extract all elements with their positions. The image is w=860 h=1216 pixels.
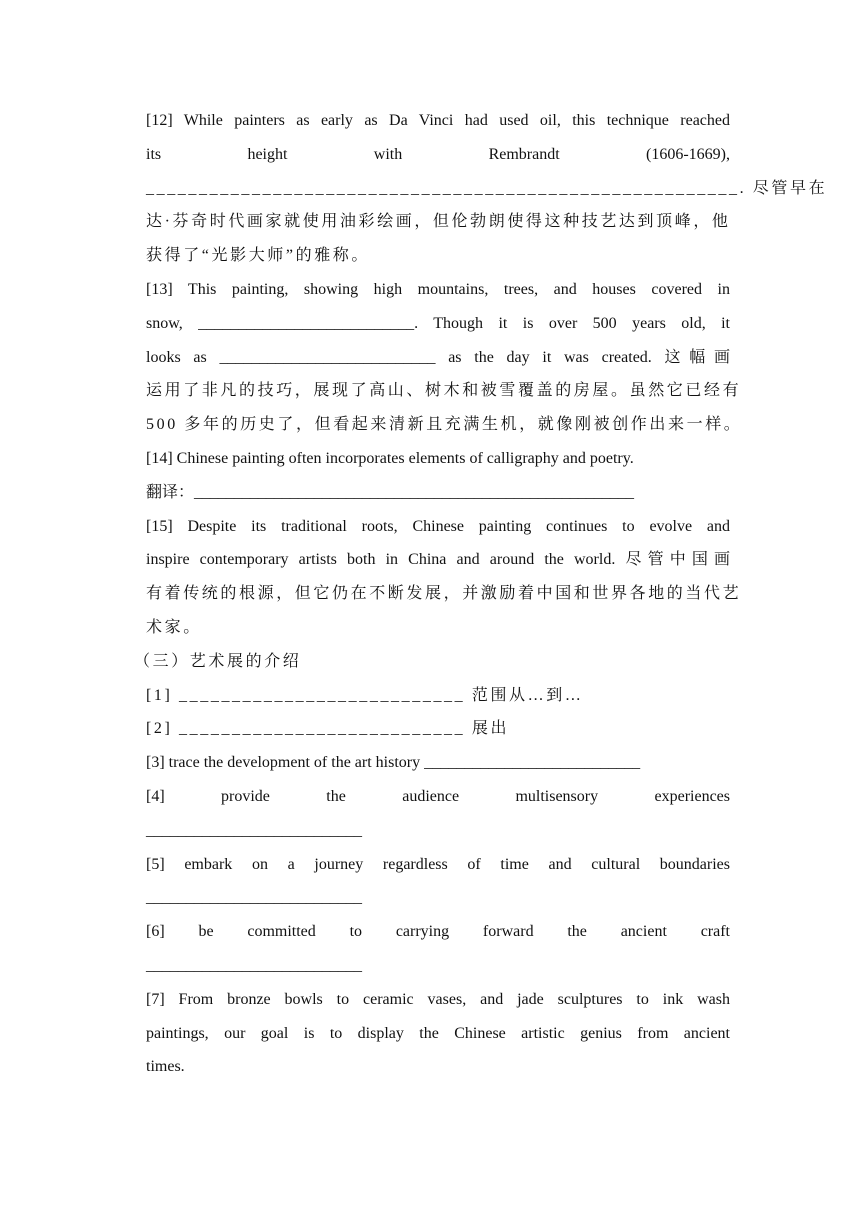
text-line: its height with Rembrandt (1606-1669), bbox=[146, 145, 730, 163]
section-heading: （三）艺术展的介绍 bbox=[134, 652, 302, 670]
text-line: inspire contemporary artists both in China and around the world. 尽管中国画 bbox=[146, 551, 730, 569]
answer-blank: ___________________________ bbox=[146, 956, 362, 974]
text-line: paintings, our goal is to display the Chinese artistic genius from ancient bbox=[146, 1024, 730, 1042]
answer-blank: ___________________________ bbox=[146, 889, 362, 907]
text-line: [15] Despite its traditional roots, Chinese painting continues to evolve and bbox=[146, 517, 730, 535]
text-line: 500 多年的历史了，但看起来清新且充满生机，就像刚被创作出来一样。 bbox=[146, 416, 743, 434]
answer-blank: ___________________________ bbox=[146, 821, 362, 839]
text-line: [13] This painting, showing high mountains, trees, and houses covered in bbox=[146, 280, 730, 298]
text-line: [4] provide the audience multisensory experiences bbox=[146, 787, 730, 805]
text-line: [7] From bronze bowls to ceramic vases, and jade sculptures to ink wash bbox=[146, 990, 730, 1008]
text-line: [6] be committed to carrying forward the ancient craft bbox=[146, 923, 730, 941]
text-line: 获得了“光影大师”的雅称。 bbox=[146, 247, 371, 265]
text-line: 达·芬奇时代画家就使用油彩绘画，但伦勃朗使得这种技艺达到顶峰，他 bbox=[146, 213, 731, 231]
text-line: [1] ___________________________ 范围从…到… bbox=[146, 686, 584, 704]
text-line: 运用了非凡的技巧，展现了高山、树木和被雪覆盖的房屋。虽然它已经有 bbox=[146, 382, 742, 400]
text-line: [12] While painters as early as Da Vinci had used oil, this technique reached bbox=[146, 112, 730, 129]
text-line: 术家。 bbox=[146, 618, 202, 636]
text-line: [2] ___________________________ 展出 bbox=[146, 720, 510, 738]
translation-answer-line: 翻译：_______________________________________________________ bbox=[146, 483, 635, 501]
text-line: 有着传统的根源，但它仍在不断发展，并激励着中国和世界各地的当代艺 bbox=[146, 585, 742, 603]
text-line: [3] trace the development of the art history ___________________________ bbox=[146, 754, 641, 772]
document-page bbox=[134, 104, 828, 1084]
text-line: times. bbox=[146, 1058, 185, 1076]
text-line: [5] embark on a journey regardless of time and cultural boundaries bbox=[146, 855, 730, 873]
text-line: [14] Chinese painting often incorporates elements of calligraphy and poetry. bbox=[146, 449, 634, 467]
text-line: looks as ___________________________ as the day it was created. 这幅画 bbox=[146, 348, 730, 366]
text-line: snow, ___________________________. Though it is over 500 years old, it bbox=[146, 314, 730, 332]
text-line: ________________________________________________________. 尽管早在 bbox=[146, 179, 828, 197]
